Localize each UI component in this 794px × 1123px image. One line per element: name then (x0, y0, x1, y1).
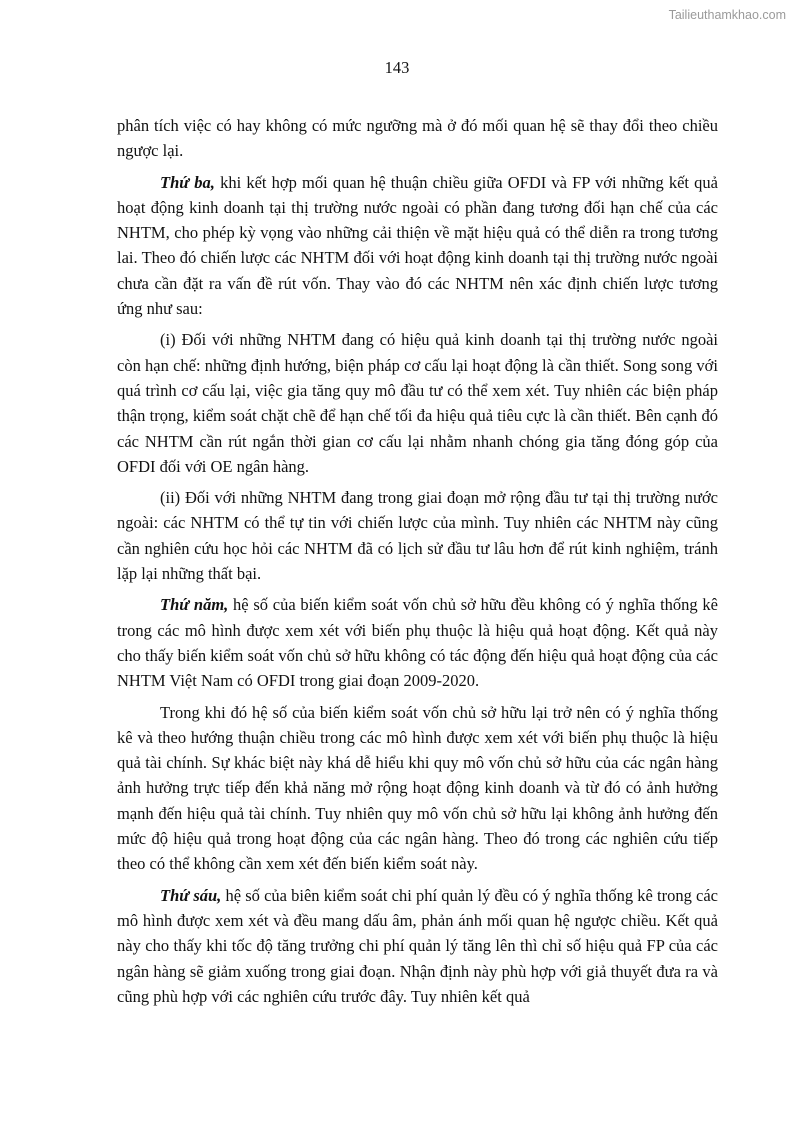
paragraph-thu-ba (117, 170, 718, 322)
paragraph-text-thu-sau: hệ số của biên kiểm soát chi phí quản lý đều có ý nghĩa thống kê trong các mô hình được xem xét và đều mang dấu âm, phản ánh mối quan hệ ngược chiều. Kết quả này cho thấy khi tốc độ tăng trưởng chi phí quản lý tăng lên thì chỉ số hiệu quả FP của các ngân hàng sẽ giảm xuống trong giai đoạn. Nhận định này phù hợp với giả thuyết đưa ra và cũng phù hợp với các nghiên cứu trước đây. Tuy nhiên kết quả (117, 885, 718, 1006)
paragraph-thu-nam (117, 592, 718, 693)
paragraph-thu-sau (117, 883, 718, 1009)
paragraph-lead-thu-sau: Thứ sáu, (160, 885, 222, 905)
paragraph-item-ii: (ii) Đối với những NHTM đang trong giai đoạn mở rộng đầu tư tại thị trường nước ngoài: các NHTM có thể tự tin với chiến lược của mình. Tuy nhiên các NHTM này cũng cần nghiên cứu học hỏi các NHTM đã có lịch sử đầu tư lâu hơn để rút kinh nghiệm, tránh lặp lại những thất bại. (117, 488, 718, 584)
paragraph-text-thu-nam: hệ số của biến kiểm soát vốn chủ sở hữu đều không có ý nghĩa thống kê trong các mô hình được xem xét với biến phụ thuộc là hiệu quả hoạt động. Kết quả này cho thấy biến kiểm soát vốn chủ sở hữu không có tác động đến hiệu quả hoạt động của các NHTM Việt Nam có OFDI trong giai đoạn 2009-2020. (117, 595, 718, 691)
watermark: Tailieuthamkhao.com (668, 8, 786, 22)
paragraph-lead-thu-nam: Thứ năm, (160, 595, 229, 615)
page-number: 143 (384, 58, 410, 77)
paragraph-trong-khi-do: Trong khi đó hệ số của biến kiểm soát vốn chủ sở hữu lại trở nên có ý nghĩa thống kê và theo hướng thuận chiều trong các mô hình được xem xét với biến phụ thuộc là hiệu quả tài chính. Sự khác biệt này khá dễ hiểu khi quy mô vốn chủ sở hữu của các ngân hàng ảnh hưởng trực tiếp đến khả năng mở rộng hoạt động kinh doanh và từ đó có ảnh hưởng mạnh đến hiệu quả tài chính. Tuy nhiên quy mô vốn chủ sở hữu lại không ảnh hưởng đến mức độ hiệu quả trong hoạt động của các ngân hàng. Theo đó trong các nghiên cứu tiếp theo có thể không cần xem xét đến biến kiểm soát này. (117, 702, 718, 874)
paragraph-text-thu-ba: khi kết hợp mối quan hệ thuận chiều giữa OFDI và FP với những kết quả hoạt động kinh doanh tại thị trường nước ngoài có phần đang tương đối hạn chế của các NHTM, cho phép kỳ vọng vào những cải thiện về mặt hiệu quả có thể diễn ra trong tương lai. Theo đó chiến lược các NHTM đối với hoạt động kinh doanh tại thị trường nước ngoài chưa cần đặt ra vấn đề rút vốn. Thay vào đó các NHTM nên xác định chiến lược tương ứng như sau: (117, 172, 718, 319)
paragraph-continuation: phân tích việc có hay không có mức ngưỡng mà ở đó mối quan hệ sẽ thay đổi theo chiều ngược lại. (117, 116, 718, 161)
paragraph-lead-thu-ba: Thứ ba, (160, 172, 215, 192)
page-body (117, 113, 718, 1015)
paragraph-item-i: (i) Đối với những NHTM đang có hiệu quả kinh doanh tại thị trường nước ngoài còn hạn chế: những định hướng, biện pháp cơ cấu lại hoạt động là cần thiết. Song song với quá trình cơ cấu lại, việc gia tăng quy mô đầu tư có thể xem xét. Tuy nhiên các biện pháp thận trọng, kiểm soát chặt chẽ để hạn chế tối đa hiệu quả tiêu cực là cần thiết. Bên cạnh đó các NHTM cần rút ngắn thời gian cơ cấu lại nhằm nhanh chóng gia tăng đóng góp của OFDI đối với OE ngân hàng. (117, 330, 718, 476)
